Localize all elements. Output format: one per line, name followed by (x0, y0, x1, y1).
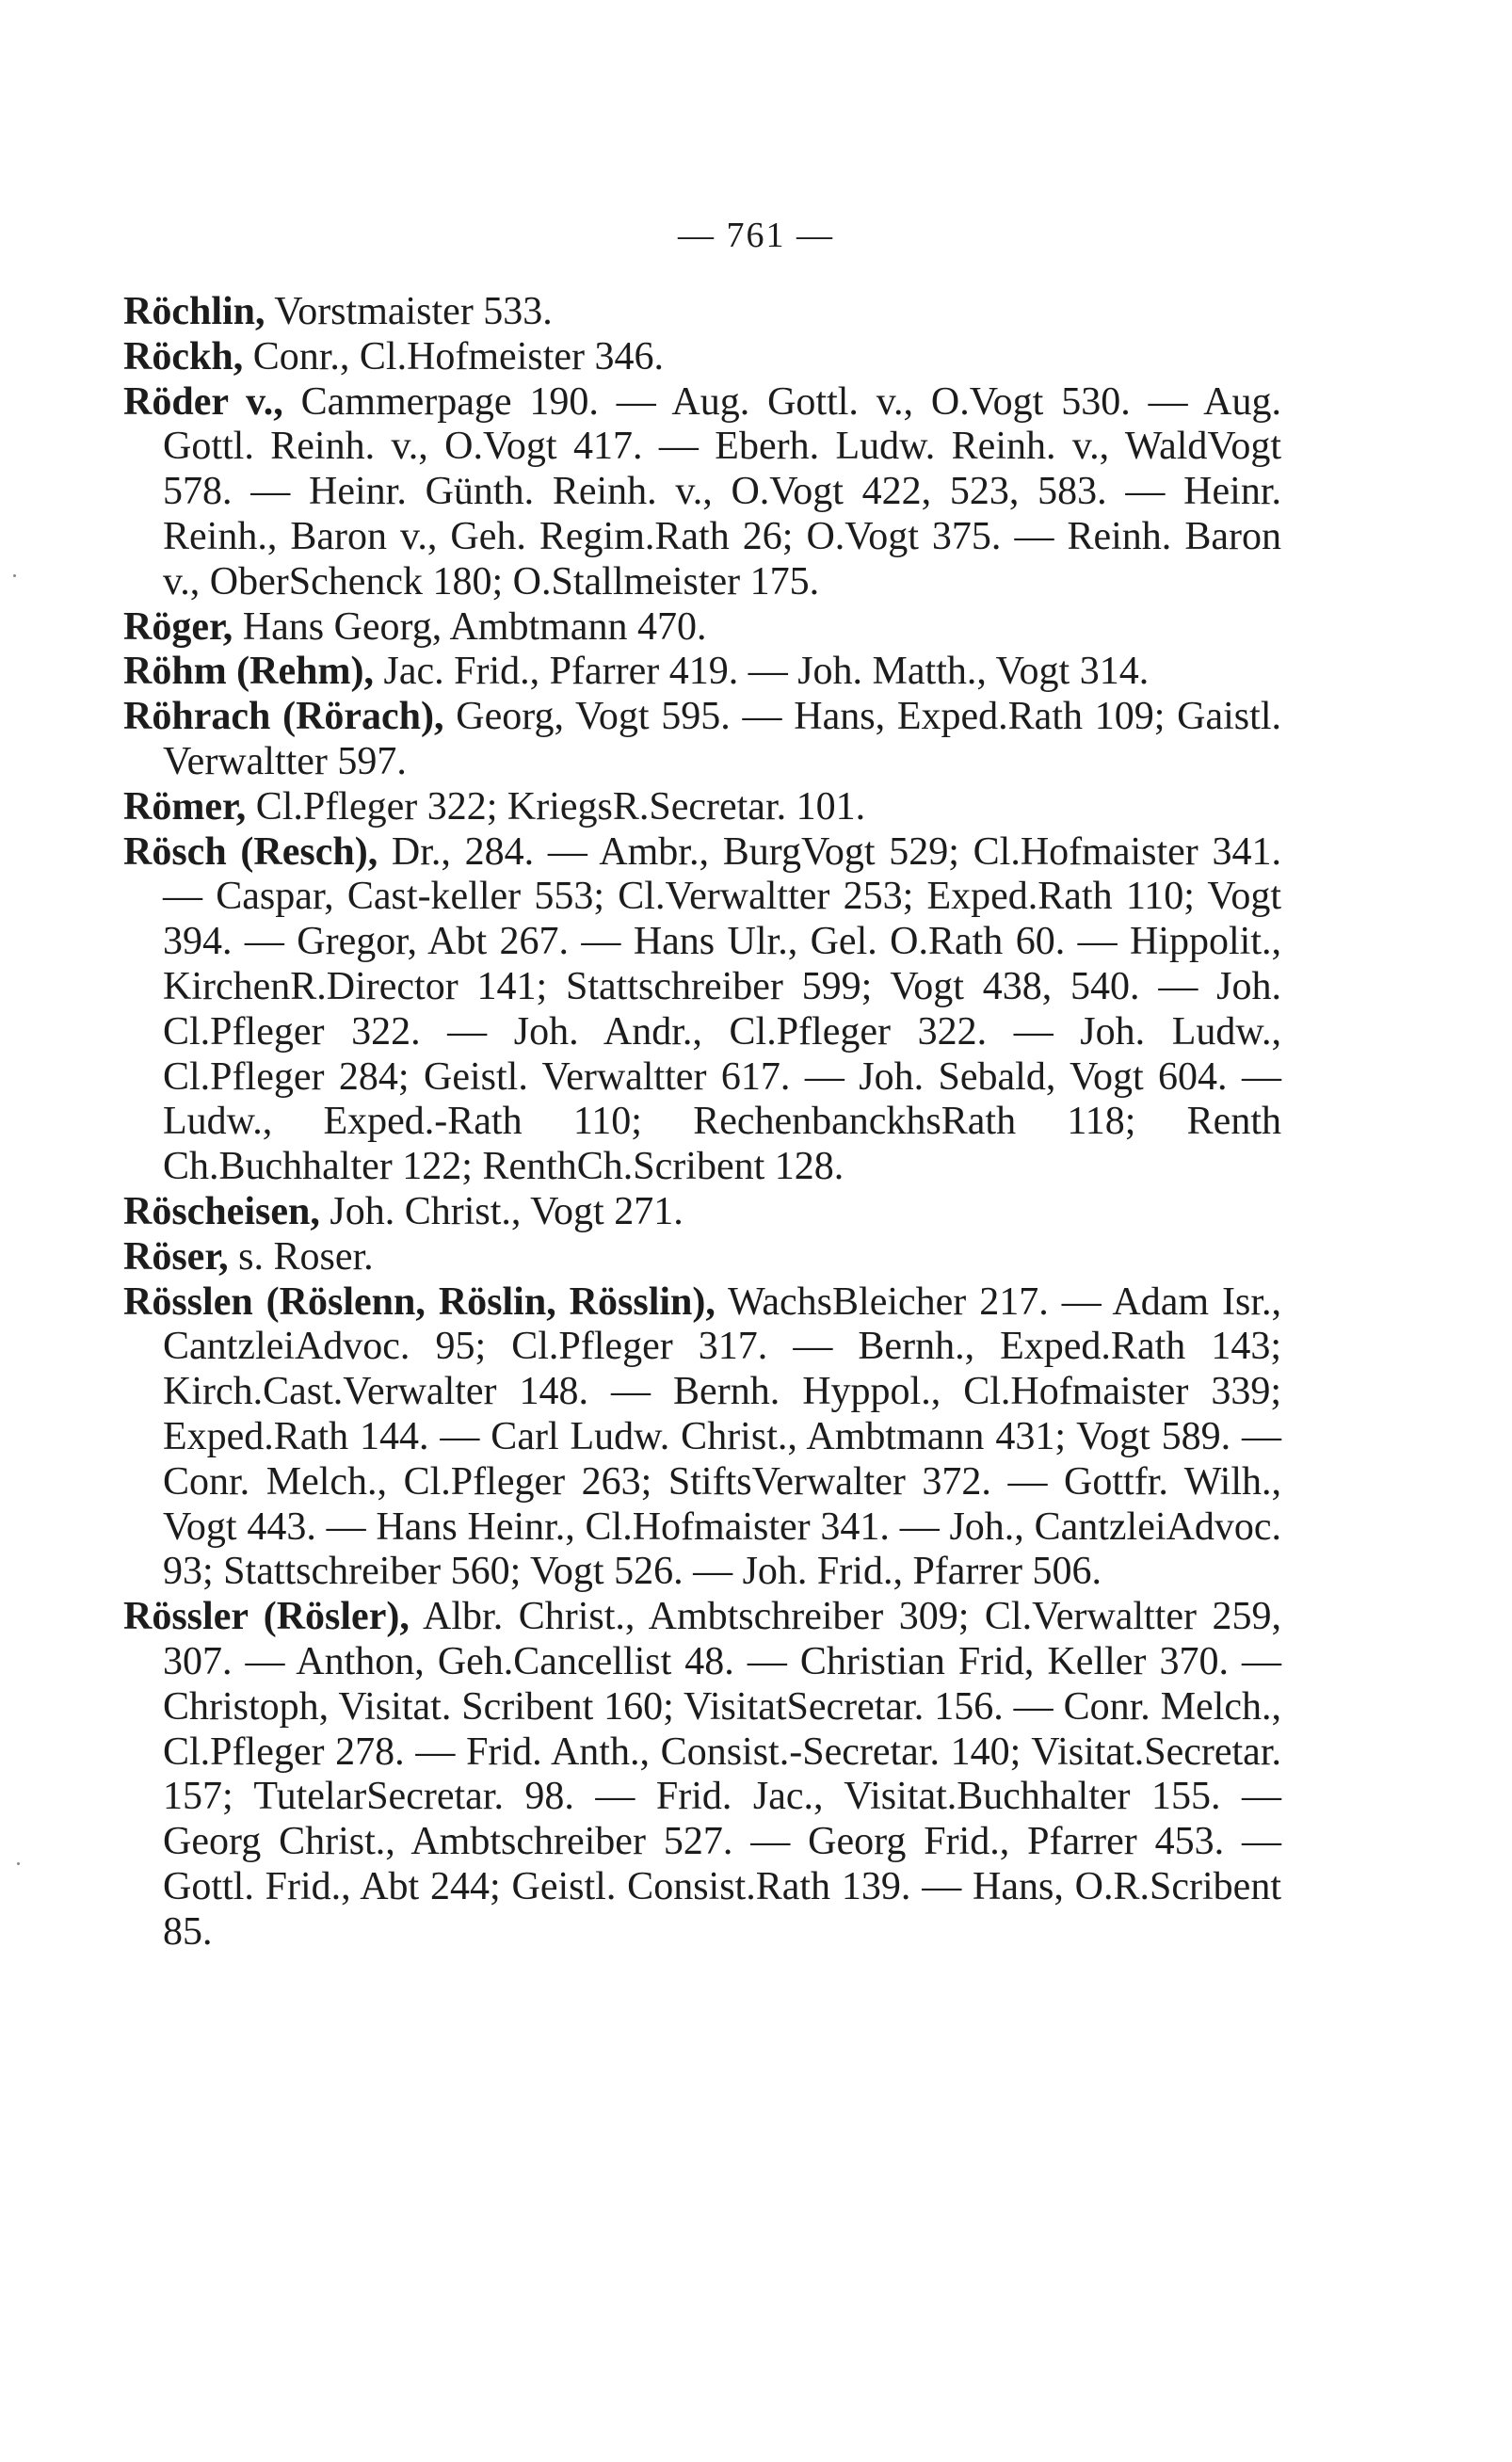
margin-speck (17, 1862, 20, 1865)
register-entry (123, 1235, 1281, 1280)
register-entry (123, 785, 1281, 830)
register-entry (123, 830, 1281, 1190)
entry-text: Hans Georg, Ambtmann 470. (233, 604, 707, 649)
entry-text: Georg, Vogt 595. — Hans, Exped.Rath 109; Gaistl. Verwaltter 597. (163, 695, 1281, 783)
entry-headword: Röhrach (Rörach), (123, 695, 444, 739)
margin-speck (13, 574, 16, 577)
entry-headword: Röser, (123, 1234, 229, 1279)
entry-text: Conr., Cl.Hofmeister 346. (243, 334, 665, 378)
register-entry (123, 605, 1281, 651)
register-entry (123, 335, 1281, 380)
page-number: — 761 — (678, 216, 834, 255)
entry-headword: Röchlin, (123, 290, 265, 333)
entry-text: Albr. Christ., Ambtschreiber 309; Cl.Verwaltter 259, 307. — Anthon, Geh.Cancellist 48. — Christian Frid, Keller 370. — Christoph, Visitat. Scribent 160; VisitatSecretar. 156. — Conr. Melch., Cl.Pfleger 278. — Frid. Anth., Consist.-Secretar. 140; Visitat.Secretar. 157; TutelarSecretar. 98. — Frid. Jac., Visitat.Buchhalter 155. — Georg Christ., Ambtschreiber 527. — Georg Frid., Pfarrer 453. — Gottl. Frid., Abt 244; Geistl. Consist.Rath 139. — Hans, O.R.Scribent 85. (163, 1595, 1281, 1954)
entry-headword: Rösch (Resch), (123, 829, 378, 874)
entry-headword: Röscheisen, (123, 1189, 320, 1233)
register-entries (123, 290, 1281, 1955)
entry-text: s. Roser. (228, 1234, 374, 1279)
entry-text: Joh. Christ., Vogt 271. (319, 1189, 684, 1233)
entry-text: Dr., 284. — Ambr., BurgVogt 529; Cl.Hofmaister 341. — Caspar, Cast-keller 553; Cl.Verwaltter 253; Exped.Rath 110; Vogt 394. — Gregor, Abt 267. — Hans Ulr., Gel. O.Rath 60. — Hippolit., KirchenR.Director 141; Stattschreiber 599; Vogt 438, 540. — Joh. Cl.Pfleger 322. — Joh. Andr., Cl.Pfleger 322. — Joh. Ludw., Cl.Pfleger 284; Geistl. Verwaltter 617. — Joh. Sebald, Vogt 604. — Ludw., Exped.-Rath 110; RechenbanckhsRath 118; Renth Ch.Buchhalter 122; RenthCh.Scribent 128. (163, 829, 1282, 1189)
entry-headword: Röckh, (123, 334, 244, 378)
entry-headword: Rösslen (Röslenn, Röslin, Rösslin), (123, 1279, 716, 1324)
register-entry (123, 1280, 1281, 1596)
entry-text: Cl.Pfleger 322; KriegsR.Secretar. 101. (246, 784, 866, 829)
register-entry (123, 290, 1281, 335)
entry-text: Jac. Frid., Pfarrer 419. — Joh. Matth., Vogt 314. (373, 650, 1150, 694)
entry-headword: Rössler (Rösler), (123, 1595, 410, 1639)
register-entry (123, 380, 1281, 605)
entry-text: Vorstmaister 533. (265, 290, 553, 333)
entry-text: WachsBleicher 217. — Adam Isr., CantzleiAdvoc. 95; Cl.Pfleger 317. — Bernh., Exped.Rath 143; Kirch.Cast.Verwalter 148. — Bernh. Hyppol., Cl.Hofmaister 339; Exped.Rath 144. — Carl Ludw. Christ., Ambtmann 431; Vogt 589. — Conr. Melch., Cl.Pfleger 263; StiftsVerwalter 372. — Gottfr. Wilh., Vogt 443. — Hans Heinr., Cl.Hofmaister 341. — Joh., CantzleiAdvoc. 93; Stattschreiber 560; Vogt 526. — Joh. Frid., Pfarrer 506. (163, 1279, 1281, 1594)
register-entry (123, 695, 1281, 785)
entry-headword: Römer, (123, 784, 247, 829)
register-entry (123, 1595, 1281, 1955)
register-entry (123, 650, 1281, 695)
entry-headword: Röder v., (123, 379, 283, 424)
entry-headword: Röhm (Rehm), (123, 650, 374, 694)
entry-headword: Röger, (123, 604, 233, 649)
entry-text: Cammerpage 190. — Aug. Gottl. v., O.Vogt 530. — Aug. Gottl. Reinh. v., O.Vogt 417. — Eberh. Ludw. Reinh. v., WaldVogt 578. — Heinr. Günth. Reinh. v., O.Vogt 422, 523, 583. — Heinr. Reinh., Baron v., Geh. Regim.Rath 26; O.Vogt 375. — Reinh. Baron v., OberSchenck 180; O.Stallmeister 175. (163, 379, 1281, 603)
register-entry (123, 1190, 1281, 1235)
